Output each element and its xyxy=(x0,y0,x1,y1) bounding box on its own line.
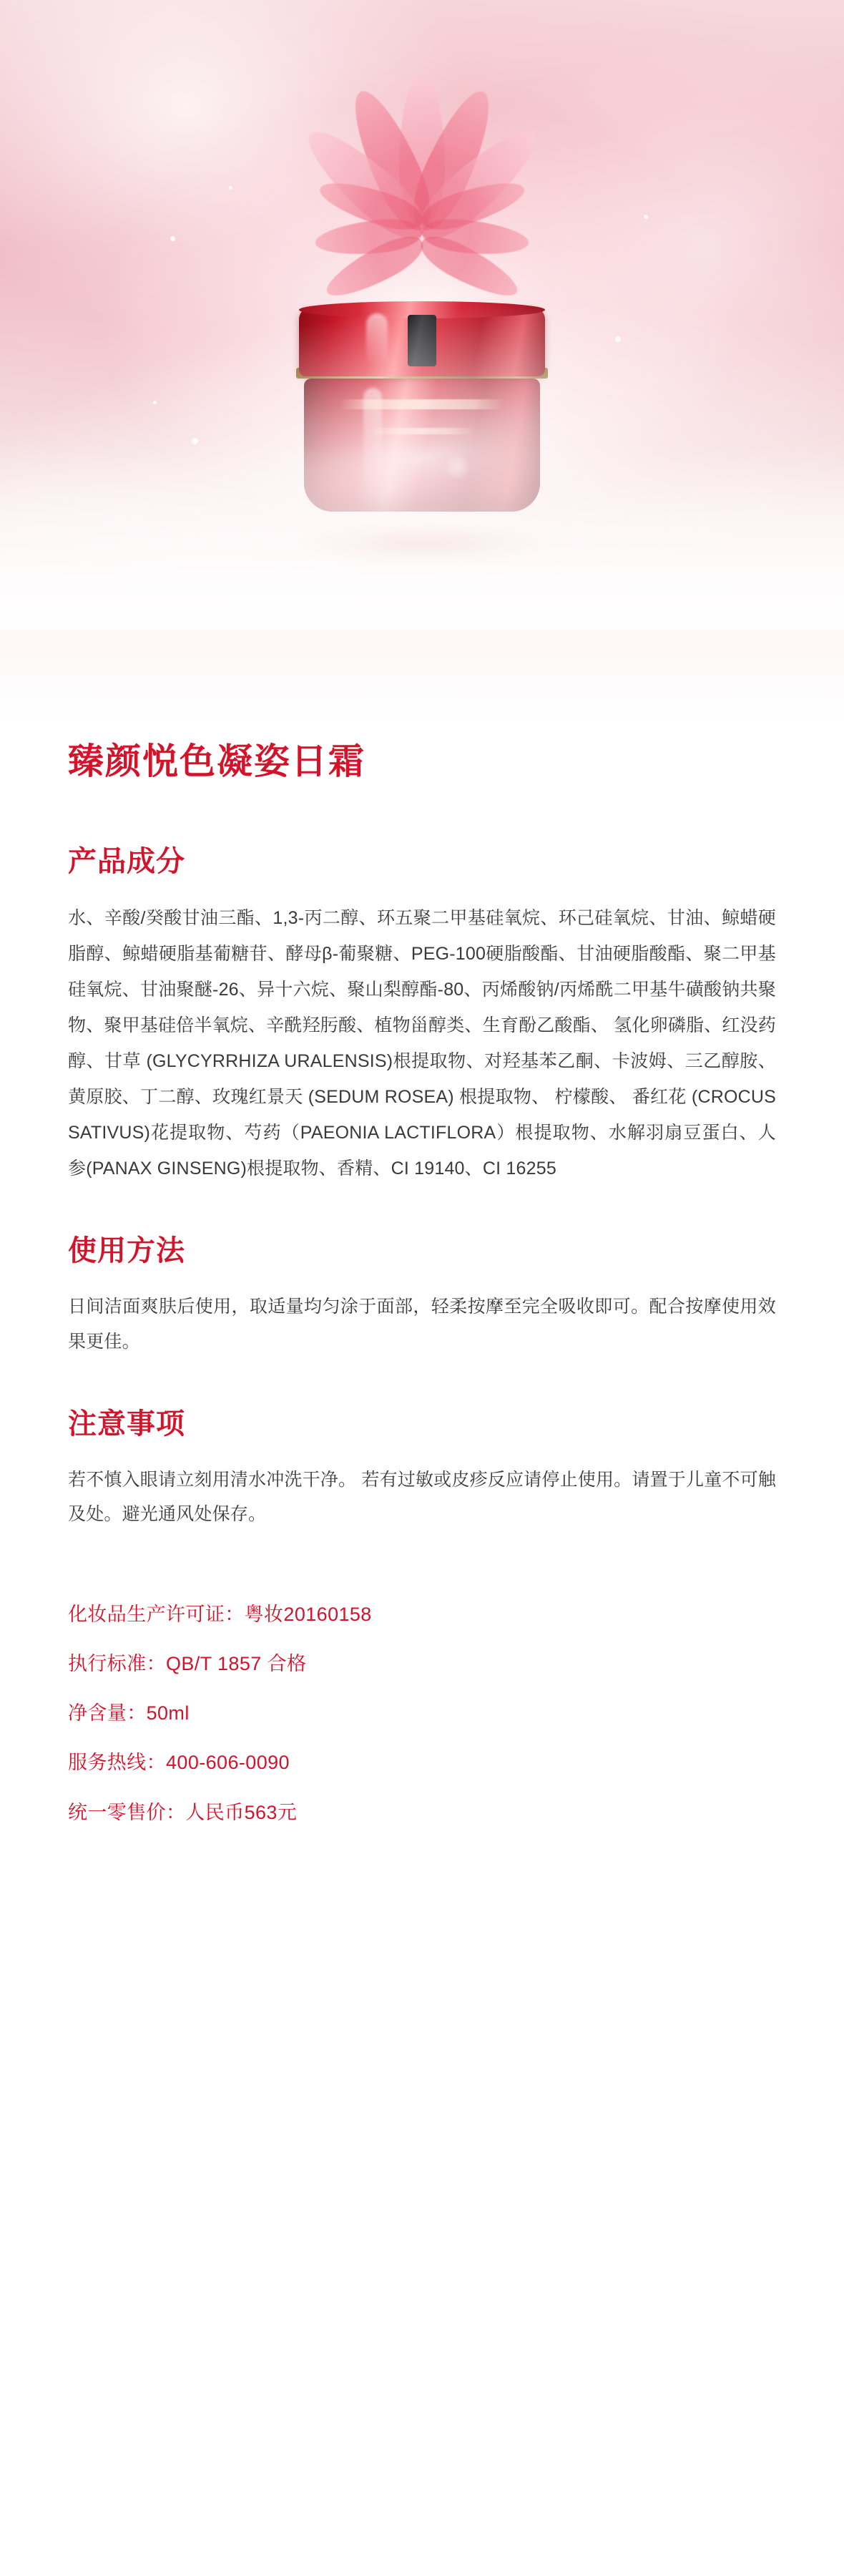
jar-brand-text xyxy=(340,399,504,409)
sparkle-icon xyxy=(229,186,232,190)
section-body-ingredients: 水、辛酸/癸酸甘油三酯、1,3-丙二醇、环五聚二甲基硅氧烷、环己硅氧烷、甘油、鲸蜡硬脂醇、鲸蜡硬脂基葡糖苷、酵母β-葡聚糖、PEG-100硬脂酸酯、甘油硬脂酸酯、聚二甲基硅氧烷、甘油聚醚-26、异十六烷、聚山梨醇酯-80、丙烯酸钠/丙烯酰二甲基牛磺酸钠共聚物、聚甲基硅倍半氧烷、辛酰羟肟酸、植物甾醇类、生育酚乙酸酯、 氢化卵磷脂、红没药醇、甘草 (GLYCYRRHIZA URALENSIS)根提取物、对羟基苯乙酮、卡波姆、三乙醇胺、黄原胶、丁二醇、玫瑰红景天 (SEDUM ROSEA) 根提取物、 柠檬酸、 番红花 (CROCUS SATIVUS)花提取物、芍药（PAEONIA LACTIFLORA）根提取物、水解羽扇豆蛋白、人参(PANAX GINSENG)根提取物、香精、CI 19140、CI 16255 xyxy=(68,908,776,1179)
sparkle-icon xyxy=(192,438,198,444)
section-body-usage: 日间洁面爽肤后使用，取适量均匀涂于面部，轻柔按摩至完全吸收即可。配合按摩使用效果更佳。 xyxy=(68,1297,776,1352)
sparkle-icon xyxy=(153,401,157,404)
fact-service-hotline: 服务热线：400-606-0090 xyxy=(68,1752,290,1774)
fact-retail-price: 统一零售价：人民币563元 xyxy=(68,1801,298,1823)
fact-license: 化妆品生产许可证：粤妆20160158 xyxy=(68,1604,372,1625)
jar-shadow xyxy=(293,522,551,565)
sparkle-icon xyxy=(615,336,621,342)
product-jar xyxy=(279,308,565,544)
section-heading-usage: 使用方法 xyxy=(68,1235,185,1267)
jar-emblem-icon xyxy=(445,455,469,479)
product-content xyxy=(0,740,844,1927)
jar-subbrand-text xyxy=(368,428,476,434)
fact-standard: 执行标准：QB/T 1857 合格 xyxy=(68,1653,307,1675)
sparkle-icon xyxy=(644,215,648,219)
section-heading-ingredients: 产品成分 xyxy=(68,846,185,877)
fact-net-content: 净含量：50ml xyxy=(68,1702,190,1724)
jar-lid-highlight xyxy=(366,313,388,366)
hero-product-image xyxy=(0,0,844,723)
sparkle-icon xyxy=(170,236,175,241)
product-facts-list xyxy=(68,1601,776,1827)
jar-body xyxy=(304,379,540,512)
section-body-cautions: 若不慎入眼请立刻用清水冲洗干净。 若有过敏或皮疹反应请停止使用。请置于儿童不可触及处。避光通风处保存。 xyxy=(68,1469,776,1525)
page-title: 臻颜悦色凝姿日霜 xyxy=(68,741,365,781)
section-heading-cautions: 注意事项 xyxy=(68,1407,185,1440)
jar-lid-tab xyxy=(408,315,436,366)
